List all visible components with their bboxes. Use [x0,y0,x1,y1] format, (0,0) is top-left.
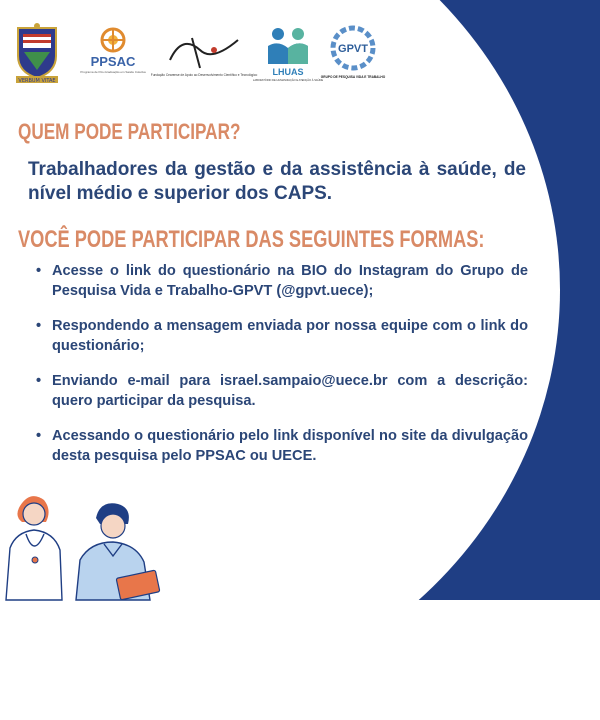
bullet-icon: • [36,318,42,334]
ppsac-logo [80,26,146,86]
bullet-icon: • [36,263,42,279]
list-item [36,427,528,466]
lhuas-text: LHUAS [272,67,304,77]
list-item-text: Enviando e-mail para israel.sampaio@uece.br com a descrição: quero participar da pesquisa. [52,373,528,409]
gpvt-subtitle: GRUPO DE PESQUISA VIDA E TRABALHO [320,75,386,79]
ppsac-text: PPSAC [90,54,136,69]
participation-list [36,262,528,482]
intro-text: Trabalhadores da gestão e da assistência à saúde, de nível médio e superior dos CAPS. [28,159,526,204]
logo-row [14,22,394,92]
list-item-text: Acesse o link do questionário na BIO do Instagram do Grupo de Pesquisa Vida e Trabalho-GPVT (@gpvt.uece); [52,263,528,299]
health-workers-illustration [0,488,200,600]
list-item [36,372,528,411]
bullet-icon: • [36,428,42,444]
university-shield-logo [14,22,60,86]
list-item-text: Acessando o questionário pelo link disponível no site da divulgação desta pesquisa pelo PPSAC ou UECE. [52,428,528,464]
heading-who-can-participate: QUEM PODE PARTICIPAR? [18,119,241,144]
shield-motto: VERBUM VITAE [18,78,56,84]
man-face [101,514,125,538]
heading-ways-to-participate: VOCÊ PODE PARTICIPAR DAS SEGUINTES FORMAS: [18,226,485,253]
bullet-icon: • [36,373,42,389]
list-item [36,262,528,301]
woman-face [23,503,45,525]
gpvt-text: GPVT [338,43,368,55]
funcap-logo [152,28,256,84]
list-item [36,317,528,356]
list-item-text: Respondendo a mensagem enviada por nossa equipe com o link do questionário; [52,318,528,354]
lhuas-subtitle: LABORATÓRIO DE HUMANIZAÇÃO E ATENÇÃO À SAÚDE [252,79,324,82]
gpvt-logo [322,24,384,88]
woman-coat [6,530,62,600]
funcap-text: Fundação Cearense de Apoio ao Desenvolvimento Científico e Tecnológico [150,73,258,77]
lhuas-logo [252,24,324,88]
ppsac-subtitle: Programa de Pós-Graduação em Saúde Coletiva [80,70,146,74]
